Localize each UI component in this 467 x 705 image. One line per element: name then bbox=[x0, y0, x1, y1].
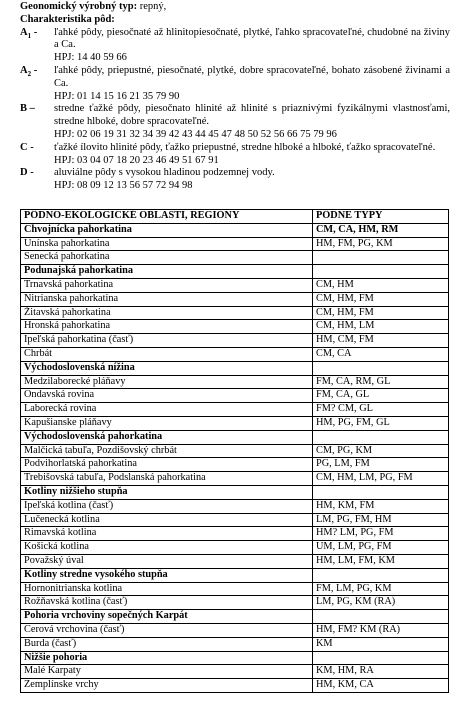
soil-types-cell: UM, LM, PG, FM bbox=[313, 541, 449, 555]
region-group-name: Pohoria vrchoviny sopečných Karpát bbox=[21, 610, 313, 624]
region-group-name: Kotliny stredne vysokého stupňa bbox=[21, 568, 313, 582]
region-group-name: Podunajská pahorkatina bbox=[21, 265, 313, 279]
table-row bbox=[21, 375, 449, 389]
soil-types-cell bbox=[313, 430, 449, 444]
region-group-name: Nižšie pohoria bbox=[21, 651, 313, 665]
hpj-codes: HPJ: 08 09 12 13 56 57 72 94 98 bbox=[54, 180, 193, 192]
soil-types-cell: HM, CM, FM bbox=[313, 334, 449, 348]
region-name: Lučenecká kotlina bbox=[21, 513, 313, 527]
region-group-row bbox=[21, 223, 449, 237]
table-row bbox=[21, 320, 449, 334]
region-group-name: Kotliny nižšieho stupňa bbox=[21, 485, 313, 499]
soil-types-cell: CM, HM, FM bbox=[313, 306, 449, 320]
soil-types-cell: FM, CA, GL bbox=[313, 389, 449, 403]
soil-types-cell: FM, LM, PG, KM bbox=[313, 582, 449, 596]
region-group-row bbox=[21, 430, 449, 444]
table-row bbox=[21, 416, 449, 430]
region-name: Nitrianska pahorkatina bbox=[21, 292, 313, 306]
soil-class-list bbox=[20, 27, 450, 193]
table-row bbox=[21, 582, 449, 596]
table-row bbox=[21, 623, 449, 637]
soil-characteristics-heading: Charakteristika pôd: bbox=[20, 13, 115, 25]
soil-types-cell: LM, PG, FM, HM bbox=[313, 513, 449, 527]
region-name: Malčická tabuľa, Pozdišovský chrbát bbox=[21, 444, 313, 458]
soil-class-description: ťažké ílovito hlinité pôdy, ťažko priepustné, stredne hlboké a hlboké, ťažko spracovateľné. bbox=[54, 141, 436, 153]
region-name: Rožňavská kotlina (časť) bbox=[21, 596, 313, 610]
table-row bbox=[21, 403, 449, 417]
region-name: Medzilaborecké pláňavy bbox=[21, 375, 313, 389]
production-type-label: Geonomický výrobný typ: bbox=[20, 1, 138, 12]
soil-class-description: stredne ťažké pôdy, piesočnato hlinité až hlinité s priaznivými fyzikálnymi vlastnosťami, stredne hlboké, dobre spracovateľné. bbox=[54, 103, 450, 128]
table-row bbox=[21, 458, 449, 472]
soil-types-cell: CM, CA bbox=[313, 347, 449, 361]
region-group-row bbox=[21, 568, 449, 582]
soil-types-cell: HM, KM, CA bbox=[313, 679, 449, 693]
table-row bbox=[21, 596, 449, 610]
region-name: Ondavská rovina bbox=[21, 389, 313, 403]
hpj-codes: HPJ: 14 40 59 66 bbox=[54, 52, 127, 64]
region-name: Cerová vrchovina (časť) bbox=[21, 623, 313, 637]
region-name: Chrbát bbox=[21, 347, 313, 361]
table-row bbox=[21, 347, 449, 361]
soil-types-cell: HM, PG, FM, GL bbox=[313, 416, 449, 430]
table-row bbox=[21, 237, 449, 251]
soil-types-cell: CM, HM, LM, PG, FM bbox=[313, 472, 449, 486]
soil-types-cell: HM? LM, PG, FM bbox=[313, 527, 449, 541]
table-row bbox=[21, 278, 449, 292]
intro-section bbox=[20, 1, 450, 193]
region-group-row bbox=[21, 651, 449, 665]
region-name: Podvihorlatská pahorkatina bbox=[21, 458, 313, 472]
soil-types-cell bbox=[313, 251, 449, 265]
table-row bbox=[21, 554, 449, 568]
production-type-value: repný, bbox=[137, 1, 167, 12]
region-name: Ipeľská kotlina (časť) bbox=[21, 499, 313, 513]
region-name: Košická kotlina bbox=[21, 541, 313, 555]
table-row bbox=[21, 665, 449, 679]
header-soil-types: PÔDNE TYPY bbox=[313, 210, 449, 224]
table-row bbox=[21, 541, 449, 555]
region-name: Trebišovská tabuľa, Podslanská pahorkatina bbox=[21, 472, 313, 486]
soil-class-description: ľahké pôdy, piesočnaté až hlinitopiesočnaté, plytké, ľahko spracovateľné, chudobné na živiny a Ca. bbox=[54, 26, 450, 51]
soil-class-label: D - bbox=[20, 167, 34, 179]
region-name: Zemplínske vrchy bbox=[21, 679, 313, 693]
region-name: Laborecká rovina bbox=[21, 403, 313, 417]
region-name: Kapušianske pláňavy bbox=[21, 416, 313, 430]
soil-class-entry bbox=[20, 103, 450, 141]
region-name: Rimavská kotlina bbox=[21, 527, 313, 541]
soil-class-entry bbox=[20, 65, 450, 103]
soil-class-label: B – bbox=[20, 103, 35, 115]
soil-types-cell: CM, HM, FM bbox=[313, 292, 449, 306]
hpj-codes: HPJ: 02 06 19 31 32 34 39 42 43 44 45 47 48 50 52 56 66 75 79 96 bbox=[54, 128, 337, 140]
soil-types-cell: FM? CM, GL bbox=[313, 403, 449, 417]
region-group-name: Východoslovenská nížina bbox=[21, 361, 313, 375]
region-name: Žitavská pahorkatina bbox=[21, 306, 313, 320]
table-row bbox=[21, 637, 449, 651]
table-row bbox=[21, 292, 449, 306]
table-row bbox=[21, 499, 449, 513]
soil-class-label: $A_1$ - bbox=[20, 26, 38, 40]
table-row bbox=[21, 306, 449, 320]
soil-types-cell bbox=[313, 651, 449, 665]
soil-types-cell: HM, FM? KM (RA) bbox=[313, 623, 449, 637]
soil-types-cell: CM, HM bbox=[313, 278, 449, 292]
table-row bbox=[21, 334, 449, 348]
header-regions: PÔDNO-EKOLOGICKÉ OBLASTI, REGIÓNY bbox=[21, 210, 313, 224]
table-row bbox=[21, 527, 449, 541]
region-group-name: Chvojnícka pahorkatina bbox=[21, 223, 313, 237]
soil-class-label: $A_2$ - bbox=[20, 64, 38, 79]
region-name: Trnavská pahorkatina bbox=[21, 278, 313, 292]
soil-class-entry bbox=[20, 167, 450, 193]
table-row bbox=[21, 472, 449, 486]
region-name: Hornonitrianska kotlina bbox=[21, 582, 313, 596]
table-row bbox=[21, 389, 449, 403]
table-row bbox=[21, 513, 449, 527]
region-name: Senecká pahorkatina bbox=[21, 251, 313, 265]
region-group-name: Východoslovenská pahorkatina bbox=[21, 430, 313, 444]
region-name: Považský úval bbox=[21, 554, 313, 568]
soil-types-cell: CM, CA, HM, RM bbox=[313, 223, 449, 237]
table-row bbox=[21, 251, 449, 265]
region-name: Burda (časť) bbox=[21, 637, 313, 651]
soil-types-cell: KM, HM, RA bbox=[313, 665, 449, 679]
soil-types-cell: FM, CA, RM, GL bbox=[313, 375, 449, 389]
soil-types-cell: CM, HM, LM bbox=[313, 320, 449, 334]
soil-class-description: ľahké pôdy, priepustné, piesočnaté, plytké, dobre spracovateľné, bohato zásobené živinami a Ca. bbox=[54, 64, 450, 89]
region-name: Ipeľská pahorkatina (časť) bbox=[21, 334, 313, 348]
soil-types-cell bbox=[313, 610, 449, 624]
soil-types-cell: PG, LM, FM bbox=[313, 458, 449, 472]
soil-types-cell: HM, KM, FM bbox=[313, 499, 449, 513]
region-group-row bbox=[21, 361, 449, 375]
hpj-codes: HPJ: 01 14 15 16 21 35 79 90 bbox=[54, 90, 180, 102]
region-group-row bbox=[21, 610, 449, 624]
soil-types-cell bbox=[313, 361, 449, 375]
soil-types-cell: CM, PG, KM bbox=[313, 444, 449, 458]
soil-types-cell bbox=[313, 485, 449, 499]
soil-types-cell: KM bbox=[313, 637, 449, 651]
region-group-row bbox=[21, 485, 449, 499]
soil-class-label: C - bbox=[20, 141, 34, 153]
soil-class-description: aluviálne pôdy s vysokou hladinou podzemnej vody. bbox=[54, 167, 275, 179]
soil-types-cell: HM, FM, PG, KM bbox=[313, 237, 449, 251]
soil-class-entry bbox=[20, 142, 450, 168]
production-type-line bbox=[20, 1, 450, 14]
table-row bbox=[21, 679, 449, 693]
region-name: Malé Karpaty bbox=[21, 665, 313, 679]
table-row bbox=[21, 444, 449, 458]
hpj-codes: HPJ: 03 04 07 18 20 23 46 49 51 67 91 bbox=[54, 154, 219, 166]
region-name: Hronská pahorkatina bbox=[21, 320, 313, 334]
table-header-row bbox=[21, 210, 449, 224]
soil-types-cell: HM, LM, FM, KM bbox=[313, 554, 449, 568]
soil-regions-table bbox=[20, 209, 449, 693]
soil-types-cell: LM, PG, KM (RA) bbox=[313, 596, 449, 610]
soil-types-cell bbox=[313, 265, 449, 279]
region-group-row bbox=[21, 265, 449, 279]
soil-class-entry bbox=[20, 27, 450, 65]
soil-types-cell bbox=[313, 568, 449, 582]
region-name: Unínska pahorkatina bbox=[21, 237, 313, 251]
